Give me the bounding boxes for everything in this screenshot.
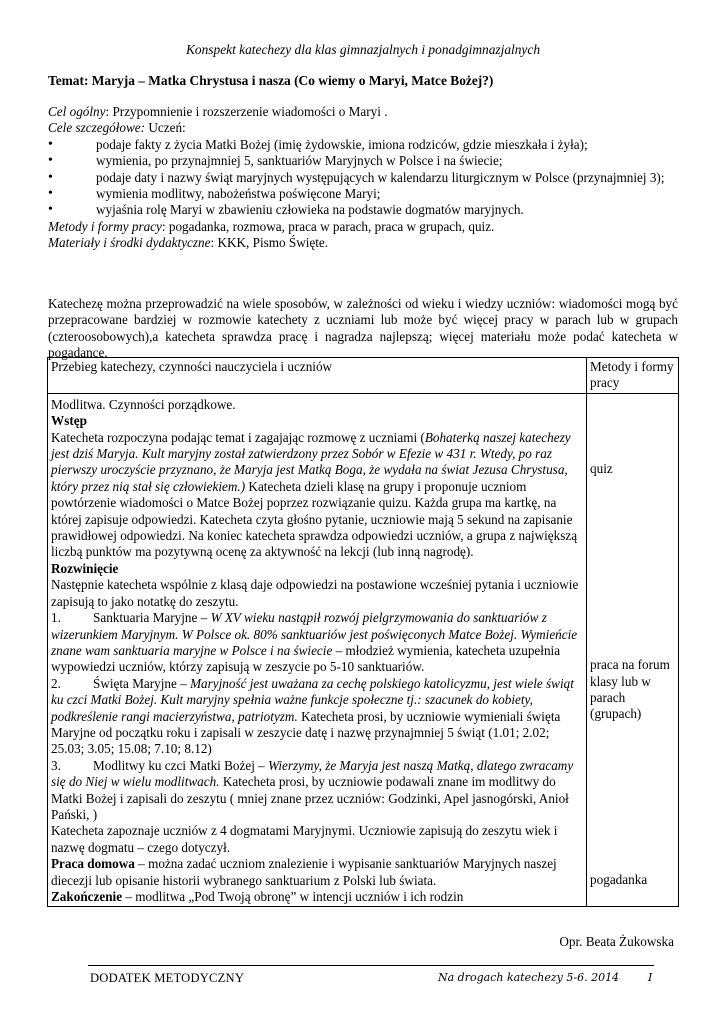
point-number: 1. <box>51 610 61 626</box>
ending-line <box>51 889 583 905</box>
intro-heading: Wstęp <box>51 413 87 429</box>
table-body-row <box>48 393 679 907</box>
development-heading: Rozwinięcie <box>51 560 119 576</box>
point-number: 3. <box>51 757 61 773</box>
specific-goals-text: Uczeń: <box>145 120 186 136</box>
methods-text: : pogadanka, rozmowa, praca w parach, praca w grupach, quiz. <box>161 218 495 234</box>
general-goal-text: : Przypomnienie i rozszerzenie wiadomości o Maryi . <box>105 104 388 119</box>
general-goal <box>48 104 678 120</box>
homework-label: Praca domowa <box>51 856 135 872</box>
development-text: Następnie katecheta wspólnie z klasą daje odpowiedzi na postawione wcześniej pytania i uczniowie zapisują to jako notatkę do zeszytu. <box>51 577 579 609</box>
materials-line <box>48 235 678 251</box>
specific-goals-label: Cele szczegółowe: <box>48 120 146 136</box>
point-italic: Wierzymy, że Maryja jest naszą Matką, dlatego zwracamy się do Niej w wielu modlitwach. <box>51 757 574 790</box>
intro-paragraph: Katechezę można przeprowadzić na wiele sposobów, w zależności od wieku i wiedzy uczniów: wiadomości mogą być przepracowane bardziej w rozmowie katechety z uczniami lub może być więcej pracy w parach lub w grupach (czteroosobowych),a katecheta sprawdza pracę i nagradza najlepszą; więcej materiału może podać katecheta w pogadance. <box>48 296 678 361</box>
point-rest: – młodzież wymienia, katecheta uzupełnia wypowiedzi uczniów, którzy zapisują w zeszycie po 5-10 sanktuariów. <box>51 642 561 675</box>
intro-text-b: Katecheta dzieli klasę na grupy i proponuje uczniom powtórzenie wiadomości o Matce Bożej poprzez rozwiązanie quizu. Każda grupa ma kartkę, na której zapisuje odpowiedzi. Katecheta czyta głośno pytanie, uczniowie mają 5 sekund na zapisanie prawidłowej odpowiedzi. Na koniec katecheta sprawdza odpowiedzi uczniów, a grupa z największą liczbą punktów ma pozytywną ocenę za aktywność na lekcji (lub inną nagrodę). <box>51 478 578 560</box>
goal-item: • podaje fakty z życia Matki Bożej (imię żydowskie, imiona rodziców, gdzie mieszkała i żyła); <box>48 137 678 153</box>
author-signature: Opr. Beata Żukowska <box>559 934 674 949</box>
table-header-row <box>48 358 679 394</box>
footer-page-number: I <box>648 971 653 984</box>
lesson-goals <box>48 104 678 252</box>
intro-text-italic: Bohaterką naszej katechezy jest dziś Maryja. Kult maryjny został zatwierdzony przez Sobór w Efezie w 431 r. Wtedy, po raz pierwszy uroczyście przyznano, że Maryja jest Matką Boga, że wydała na świat Jezusa Chrystusa, który przez nią stał się człowiekiem.) <box>51 429 571 494</box>
materials-text: : KKK, Pismo Święte. <box>210 235 329 251</box>
goal-item: • wymienia modlitwy, nabożeństwa poświęcone Maryi; <box>48 186 678 202</box>
footer-divider <box>88 965 654 966</box>
intro-text-a: Katecheta rozpoczyna podając temat i zagajając rozmowę z uczniami ( <box>51 429 425 445</box>
footer-publication: Na drogach katechezy 5-6. 2014 <box>438 971 620 984</box>
document-header: Konspekt katechezy dla klas gimnazjalnych i ponadgimnazjalnych <box>185 42 541 57</box>
col-header-methods: Metody i formy pracy <box>587 358 679 394</box>
point-title: Święta Maryjne – <box>93 675 191 691</box>
point-item <box>51 610 583 676</box>
point-rest: Katecheta prosi, by uczniowie podawali znane im modlitwy do Matki Bożej i zapisali do zeszytu ( mniej znane przez uczniów: Godzinki, Apel jasnogórski, Anioł Pański, ) <box>51 774 569 822</box>
goal-item: • podaje daty i nazwy świąt maryjnych występujących w kalendarzu liturgicznym w Polsce (przynajmniej 3); <box>48 170 678 186</box>
goals-list <box>48 137 678 219</box>
point-italic: Maryjność jest uważana za cechę polskiego katolicyzmu, jest wiele świąt ku czci Matki Bożej. Kult maryjny spełnia ważne funkcje społeczne tj.: szacunek do kobiety, podkreślenie rangi macierzyństwa, patriotyzm. <box>51 675 574 724</box>
ending-label: Zakończenie <box>51 889 123 904</box>
materials-label: Materiały i środki dydaktyczne <box>48 235 211 251</box>
footer-section-label: DODATEK METODYCZNY <box>90 971 245 985</box>
lesson-course-cell <box>48 393 587 907</box>
point-rest: Katecheta prosi, by uczniowie wymieniali święta Maryjne od początku roku i zapisali w zeszycie datę i nazwę przynajmniej 5 świąt (1.01; 2.02; 25.03; 3.05; 15.08; 7.10; 8.12) <box>51 708 561 757</box>
point-italic: W XV wieku nastąpił rozwój pielgrzymowania do sanktuariów z wizerunkiem Maryjnym. W Polsce ok. 80% sanktuariów jest poświęconych Matce Bożej. Wymieńcie znane wam sanktuaria maryjne w Polsce i na świecie <box>51 610 578 658</box>
dogmas-text: Katecheta zapoznaje uczniów z 4 dogmatami Maryjnymi. Uczniowie zapisują do zeszytu wiek i nazwę dogmatu – czego dotyczył. <box>51 823 558 855</box>
method-pairs: praca na forum klasy lub w parach (grupach) <box>590 657 670 722</box>
point-item <box>51 676 583 758</box>
goal-item: • wymienia, po przynajmniej 5, sanktuariów Maryjnych w Polsce i na świecie; <box>48 153 678 169</box>
lesson-topic: Temat: Maryja – Matka Chrystusa i nasza (Co wiemy o Maryi, Matce Bożej?) <box>48 73 494 88</box>
point-number: 2. <box>51 675 61 691</box>
intro-block <box>51 430 583 561</box>
lesson-plan-table <box>47 357 679 907</box>
homework-text: – można zadać uczniom znalezienie i wypisanie sanktuariów Maryjnych naszej diecezji lub opisanie historii wybranego sanktuarium z Polski lub świata. <box>51 856 557 888</box>
specific-goals <box>48 120 678 136</box>
ending-text: – modlitwa „Pod Twoją obronę” w intencji uczniów i ich rodzin <box>122 889 464 904</box>
point-title: Sanktuaria Maryjne – <box>93 610 211 626</box>
goal-item: • wyjaśnia rolę Maryi w zbawieniu człowieka na podstawie dogmatów maryjnych. <box>48 202 678 218</box>
method-talk: pogadanka <box>590 871 648 887</box>
general-goal-label: Cel ogólny <box>48 104 106 119</box>
opening-line: Modlitwa. Czynności porządkowe. <box>51 396 236 412</box>
point-title: Modlitwy ku czci Matki Bożej – <box>93 757 269 773</box>
point-item <box>51 758 583 824</box>
method-quiz: quiz <box>590 460 613 476</box>
methods-label: Metody i formy pracy <box>48 218 162 234</box>
methods-cell <box>587 393 679 907</box>
methods-line <box>48 219 678 235</box>
homework-line <box>51 856 583 889</box>
col-header-course: Przebieg katechezy, czynności nauczyciela i uczniów <box>48 358 587 394</box>
